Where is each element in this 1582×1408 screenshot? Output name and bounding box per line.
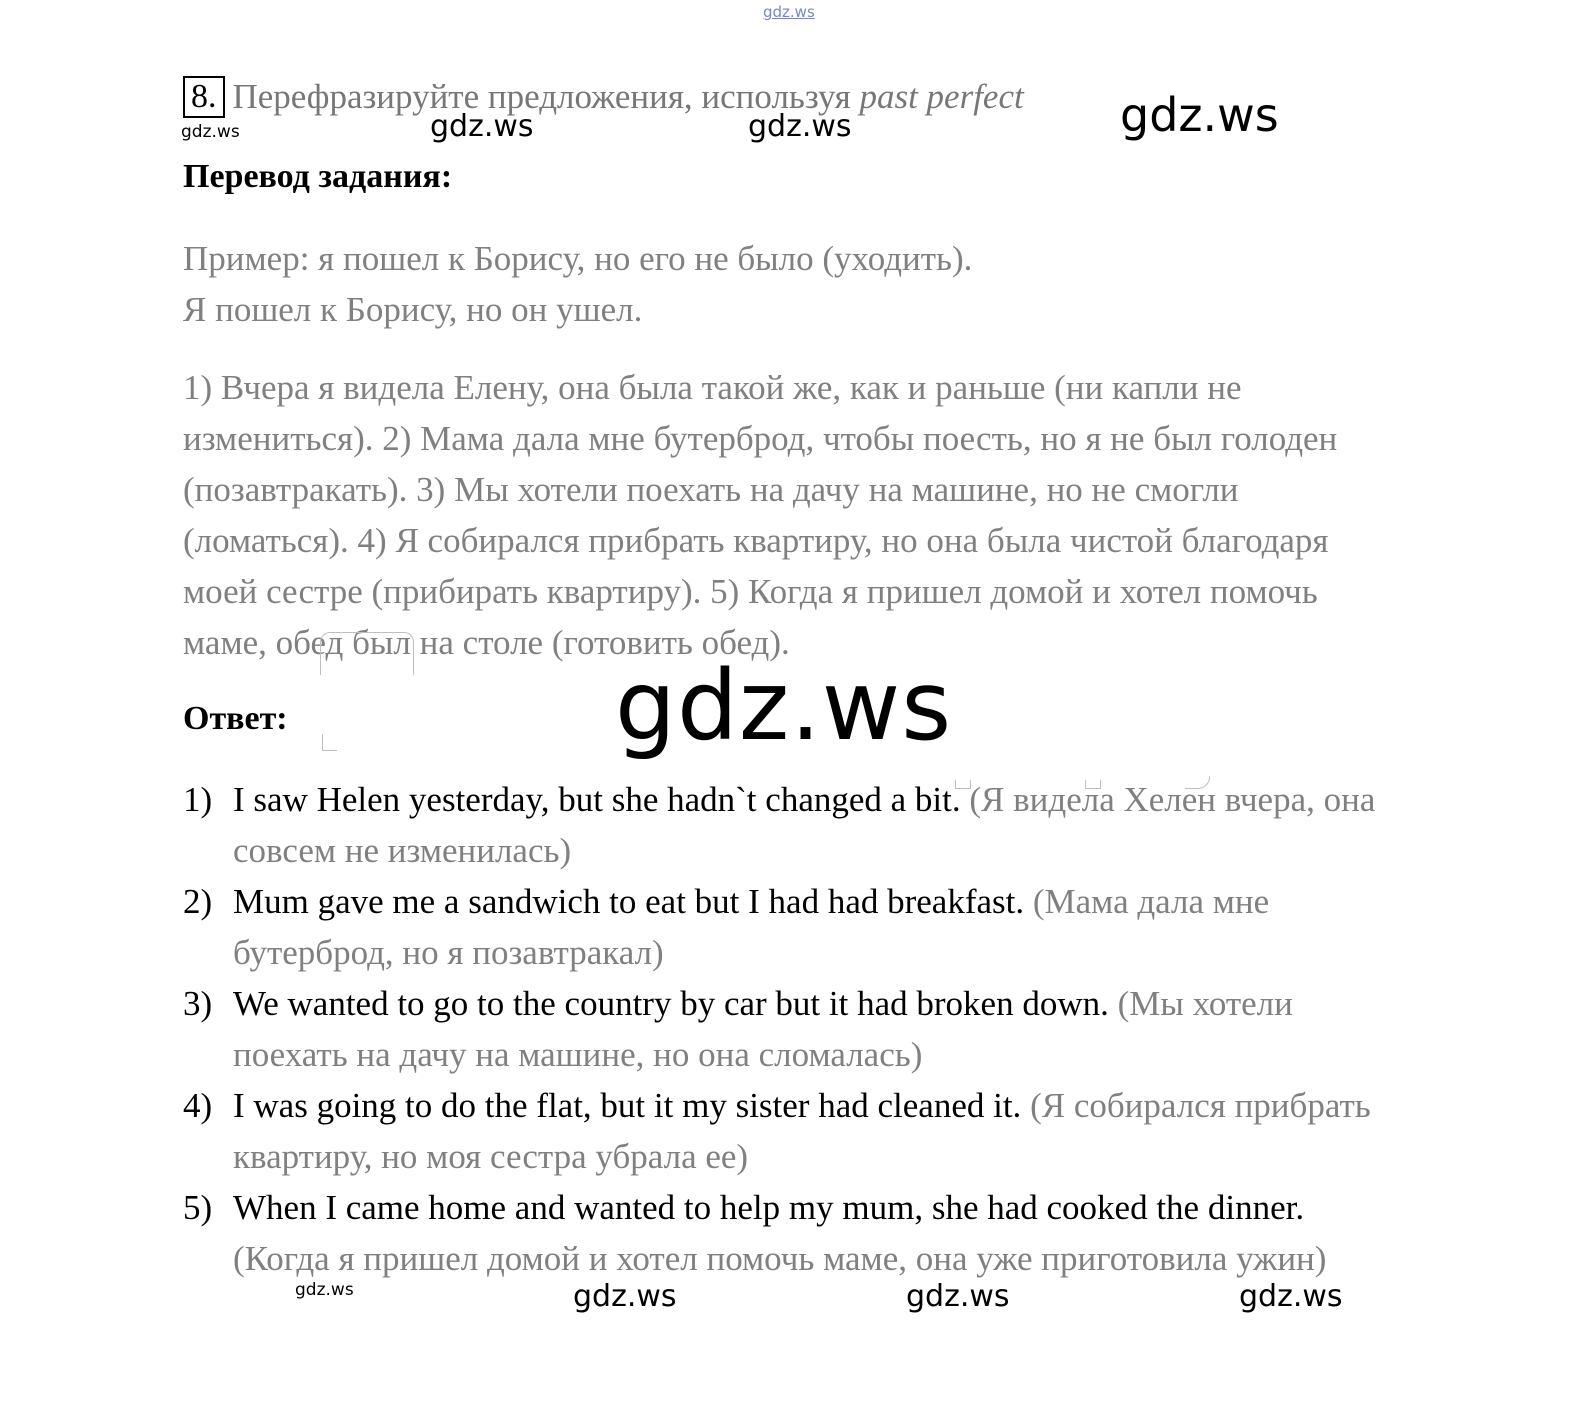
answer-item xyxy=(183,876,1398,978)
edit-mark xyxy=(322,734,337,751)
watermark-large: gdz.ws xyxy=(1120,88,1279,142)
answer-number: 5) xyxy=(183,1188,213,1227)
watermark-mid: gdz.ws xyxy=(906,1279,1010,1314)
example-line-2: Я пошел к Борису, но он ушел. xyxy=(183,290,643,329)
answer-number: 3) xyxy=(183,984,213,1023)
task-header xyxy=(183,76,1024,124)
answer-text: We wanted to go to the country by car but it had broken down. (Мы хотели поехать на дачу на машине, но она сломалась) xyxy=(233,984,1293,1074)
answer-item xyxy=(183,978,1398,1080)
task-number: 8. xyxy=(183,76,225,118)
watermark-center: gdz.ws xyxy=(615,650,953,762)
answer-list xyxy=(183,774,1398,1284)
answer-text: Mum gave me a sandwich to eat but I had had breakfast. (Мама дала мне бутерброд, но я позавтракал) xyxy=(233,882,1270,972)
example-block xyxy=(183,233,1398,335)
answer-item xyxy=(183,1182,1398,1284)
exercise-paragraph: 1) Вчера я видела Елену, она была такой же, как и раньше (ни капли не измениться). 2) Мама дала мне бутерброд, чтобы поесть, но я не был голоден (позавтракать). 3) Мы хотели поехать на дачу на машине, но не смогли (ломаться). 4) Я собирался прибрать квартиру, но она была чистой благодаря моей сестре (прибирать квартиру). 5) Когда я пришел домой и хотел помочь маме, обед был на столе (готовить обед). xyxy=(183,368,1338,662)
exercise-text xyxy=(183,362,1398,668)
example-line-1: Пример: я пошел к Борису, но его не было (уходить). xyxy=(183,239,973,278)
edit-mark xyxy=(320,632,414,675)
answer-heading: Ответ: xyxy=(183,700,288,737)
watermark-small: gdz.ws xyxy=(181,122,240,142)
answer-item xyxy=(183,1080,1398,1182)
translation-heading: Перевод задания: xyxy=(183,158,453,195)
watermark-mid: gdz.ws xyxy=(1239,1279,1343,1314)
task-instruction: Перефразируйте предложения, используя past perfect xyxy=(232,77,1024,116)
answer-text: I saw Helen yesterday, but she hadn`t changed a bit. (Я видела Хелен вчера, она совсем не изменилась) xyxy=(233,780,1376,870)
answer-text: I was going to do the flat, but it my sister had cleaned it. (Я собирался прибрать квартиру, но моя сестра убрала ее) xyxy=(233,1086,1371,1176)
answer-text: When I came home and wanted to help my mum, she had cooked the dinner. (Когда я пришел домой и хотел помочь маме, она уже приготовила ужин) xyxy=(233,1188,1327,1278)
answer-item xyxy=(183,774,1398,876)
answer-number: 4) xyxy=(183,1086,213,1125)
task-instruction-emphasis: past perfect xyxy=(859,77,1024,116)
watermark-mid: gdz.ws xyxy=(748,109,852,144)
answer-number: 1) xyxy=(183,780,213,819)
watermark-top[interactable]: gdz.ws xyxy=(763,3,815,21)
watermark-mid: gdz.ws xyxy=(430,109,534,144)
answer-number: 2) xyxy=(183,882,213,921)
watermark-mid: gdz.ws xyxy=(573,1279,677,1314)
watermark-small: gdz.ws xyxy=(295,1280,354,1300)
